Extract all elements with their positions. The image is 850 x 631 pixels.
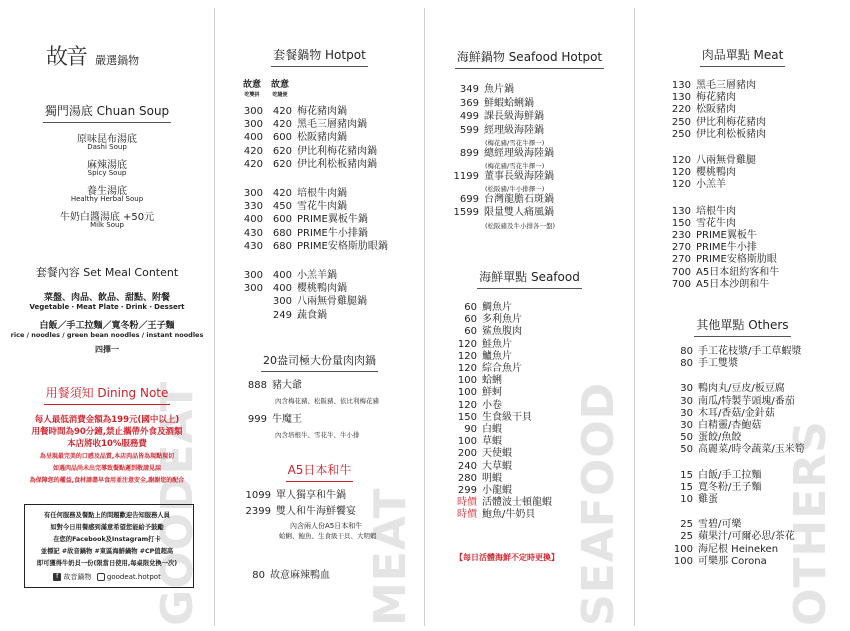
- price: 90: [464, 424, 477, 435]
- promo-line: 並標記 #故音鍋物 #東區海鮮鍋物 #CP值超高: [40, 548, 174, 555]
- big-pot-item: [247, 380, 302, 392]
- price-b: 680: [272, 240, 292, 252]
- item-name: 松阪豬肉: [696, 104, 736, 116]
- other-item: [671, 544, 778, 556]
- meat-item: [669, 230, 757, 242]
- seafood-hotpot-title: 海鮮鍋物 Seafood Hotpot: [425, 48, 634, 69]
- item-name: 鮮蝦蛤蜊鍋: [484, 97, 534, 109]
- meat-item: [669, 279, 769, 291]
- item-name: 鮮蚵: [482, 387, 502, 399]
- hotpot-item: [243, 106, 347, 118]
- set-meal-line: rice / noodles / green bean noodles / instant noodles: [10, 331, 204, 339]
- social-row: [0, 572, 214, 582]
- item-name: 培根牛肉鍋: [297, 188, 347, 199]
- item-name: 牛魔王: [272, 414, 302, 425]
- other-item: [671, 556, 767, 568]
- price: 10: [680, 494, 693, 505]
- meat-item: [669, 179, 726, 191]
- price: 100: [673, 543, 693, 555]
- item-name: 伊比利梅花豬肉: [696, 116, 766, 128]
- price: 100: [457, 387, 477, 399]
- seafood-hotpot-item: [451, 171, 554, 183]
- other-item: [671, 396, 795, 408]
- item-desc: 內含梅花豬、松阪豬、依比利梅花豬: [275, 397, 379, 405]
- hotpot-item: [243, 119, 367, 131]
- other-item: [671, 482, 761, 494]
- price: 499: [459, 111, 479, 122]
- hotpot-item: [243, 310, 327, 322]
- big-pot-item: [247, 414, 302, 426]
- price: 100: [457, 436, 477, 448]
- item-name: 鯊魚腹肉: [482, 326, 522, 338]
- item-name: 綜合魚片: [482, 363, 522, 374]
- set-meal-line: Vegetable・Meat Plate・Drink・Dessert: [29, 303, 185, 311]
- item-name: PRIME牛小排: [696, 242, 757, 254]
- item-name: PRIME翼板牛鍋: [297, 214, 368, 226]
- seafood-item: [455, 339, 512, 351]
- price: 120: [671, 167, 691, 179]
- item-name: 雙人和牛海鮮饗宴: [276, 506, 356, 517]
- other-item: [671, 494, 718, 506]
- seafood-item: [455, 375, 502, 387]
- item-name: 鯛魚片: [482, 302, 512, 313]
- price-a: 330: [243, 201, 263, 213]
- item-name: 高麗菜/時令蔬菜/玉米筍: [698, 444, 805, 456]
- item-name: 培根牛肉: [696, 205, 736, 217]
- other-item: [671, 432, 741, 444]
- item-name: 寬冬粉/王子麵: [698, 481, 762, 493]
- item-name: 單人獨享和牛鍋: [276, 490, 346, 501]
- price-a: 400: [243, 132, 263, 144]
- price-b: 300: [272, 296, 292, 308]
- item-name: 鮭魚片: [482, 338, 512, 350]
- note-line: 每人最低消費金額為199元(國中以上): [34, 415, 180, 425]
- other-item: [671, 346, 801, 358]
- seafood-hotpot-item: [451, 98, 534, 110]
- soup-name: 原味昆布湯底: [77, 134, 137, 145]
- item-name: PRIME安格斯肋眼: [696, 254, 777, 266]
- price-a: 300: [243, 270, 263, 281]
- meat-item: [669, 267, 779, 279]
- seafood-item: [455, 497, 552, 509]
- set-meal-title: 套餐內容 Set Meal Content: [35, 266, 179, 279]
- price: 240: [457, 460, 477, 472]
- price: 25: [680, 531, 693, 543]
- price: 888: [247, 380, 267, 391]
- price: 120: [457, 363, 477, 374]
- item-name: 課長級海鮮鍋: [484, 111, 544, 122]
- price-a: 430: [243, 227, 263, 239]
- item-name: 雪花牛肉: [696, 217, 736, 229]
- hotpot-item: [243, 270, 337, 282]
- price: 30: [680, 420, 693, 431]
- hotpot-item: [243, 146, 377, 158]
- price: 15: [680, 481, 693, 493]
- note-line: 用餐時間為90分鐘,禁止攜帶外食及酒類: [31, 427, 183, 437]
- price-b: 600: [272, 214, 292, 226]
- other-item: [671, 531, 795, 543]
- item-name: 雪花牛肉鍋: [297, 201, 347, 213]
- item-name: 雞蛋: [698, 494, 718, 505]
- item-name: 小龍蝦: [482, 485, 512, 496]
- item-name: 松阪豬肉鍋: [297, 132, 347, 144]
- promo-line: 即可獲得牛奶貝一份(限當日使用,每桌限兌換一次): [36, 560, 178, 567]
- hotpot-item: [243, 283, 347, 295]
- price-a: 300: [243, 106, 263, 117]
- instagram-handle: goodeat.hotpot: [106, 573, 161, 581]
- item-desc: 內含培根牛、雪花牛、牛小排: [275, 431, 360, 439]
- item-name: 蔬食鍋: [297, 309, 327, 321]
- item-name: 鮑魚/牛奶貝: [482, 509, 536, 521]
- price: 700: [671, 266, 691, 278]
- price: 100: [457, 375, 477, 387]
- seafood-item: [455, 326, 522, 338]
- price-a: 400: [243, 214, 263, 226]
- seafood-hotpot-item: [451, 194, 554, 206]
- hotpot-item: [243, 241, 388, 253]
- note-small-line: 如遇肉品尚未出完導致餐點遲到敬請見諒: [52, 465, 161, 472]
- column-soup-info: [0, 0, 214, 631]
- price: 15: [680, 469, 693, 481]
- seafood-hotpot-item: [451, 148, 554, 160]
- other-item: [671, 420, 761, 432]
- seafood-hotpot-item: [451, 111, 544, 123]
- price: 130: [671, 92, 691, 104]
- item-name: 生食級干貝: [482, 411, 532, 423]
- item-name: 大草蝦: [482, 460, 512, 472]
- seafood-item: [455, 351, 512, 363]
- column-meat-others: [635, 0, 850, 631]
- price: 30: [680, 395, 693, 407]
- price: 1099: [245, 490, 271, 501]
- item-desc: (松阪豬/牛小排擇一): [485, 185, 545, 193]
- seafood-item: [455, 509, 535, 521]
- seafood-item: [455, 461, 512, 473]
- meat-item: [669, 218, 736, 230]
- price: 270: [671, 242, 691, 254]
- price: 2399: [245, 506, 271, 517]
- price-b: 400: [272, 283, 292, 295]
- seafood-item: [455, 412, 532, 424]
- price: 899: [459, 147, 479, 159]
- price: 60: [464, 314, 477, 326]
- seafood-hotpot-item: [451, 84, 514, 96]
- set-meal-line: 四擇一: [95, 345, 119, 354]
- item-name: 白飯/手工拉麵: [698, 469, 762, 481]
- other-item: [671, 470, 761, 482]
- item-desc: (梅花豬/雪花牛擇一): [485, 139, 545, 147]
- item-name: 鴨肉丸/豆皮/板豆腐: [698, 383, 785, 395]
- item-name: 天使蝦: [482, 448, 512, 460]
- item-name: 八兩無骨雞腿鍋: [297, 296, 367, 308]
- item-name: 多利魚片: [482, 314, 522, 326]
- wagyu-item: [245, 490, 346, 502]
- item-name: 木耳/香菇/金針菇: [698, 407, 775, 419]
- promo-line: 有任何服務及餐點上的問題歡迎告知服務人員: [44, 512, 170, 519]
- item-name: 明蝦: [482, 472, 502, 484]
- meat-item: [669, 254, 777, 266]
- item-name: 蛋餃/魚餃: [698, 432, 742, 444]
- item-name: 活體波士頓龍蝦: [482, 497, 552, 509]
- soup-english: Spicy Soup: [87, 169, 127, 177]
- price: 349: [459, 84, 479, 95]
- facebook-name: 故音鍋物: [63, 573, 92, 581]
- item-name: 總經理級海陸鍋: [484, 147, 554, 159]
- other-item: [671, 383, 785, 395]
- menu-item: 80 故意麻辣鴨血: [252, 570, 330, 581]
- price: 130: [671, 205, 691, 217]
- price: 369: [459, 97, 479, 109]
- seafood-item: [455, 448, 512, 460]
- price-b: 620: [272, 145, 292, 157]
- hotpot-item: [243, 132, 347, 144]
- soup-english: Milk Soup: [90, 221, 124, 229]
- item-name: 白精靈/杏鮑菇: [698, 420, 762, 431]
- price: 250: [671, 116, 691, 128]
- price: 80: [680, 358, 693, 370]
- brand-logo: [46, 40, 139, 71]
- item-name: 蘋果汁/可爾必思/茶花: [698, 531, 795, 543]
- soup-name: 牛奶白醬湯底 +50元: [59, 212, 155, 223]
- price-b: 620: [272, 158, 292, 170]
- big-pot-title: 20盎司極大份量肉肉鍋: [215, 352, 424, 372]
- item-name: PRIME翼板牛: [696, 230, 757, 241]
- price: 1599: [453, 207, 479, 218]
- set-meal-line: 白飯／手工拉麵／寬冬粉／王子麵: [39, 321, 175, 331]
- wagyu-item: [245, 506, 356, 518]
- price: 299: [457, 485, 477, 496]
- price: 700: [671, 278, 691, 290]
- seafood-note: 【每日活體海鮮不定時更換】: [455, 553, 559, 562]
- price-b: 249: [272, 309, 292, 321]
- hotpot-item: [243, 296, 367, 308]
- item-desc: (松阪豬及牛小排各一盤): [485, 221, 556, 230]
- price: 120: [671, 155, 691, 166]
- promo-line: 在您的Facebook及Instagram打卡: [53, 536, 161, 543]
- item-name: 董事長級海陸鍋: [484, 170, 554, 182]
- item-name: 小卷: [482, 399, 502, 411]
- item-name: 梅花豬肉: [696, 92, 736, 104]
- seafood-single-title: 海鮮單點 Seafood: [425, 268, 634, 289]
- wagyu-title: A5日本和牛: [215, 461, 424, 482]
- logo-mark: 故音: [46, 45, 87, 70]
- item-name: PRIME安格斯肋眼鍋: [297, 240, 388, 252]
- meat-item: [669, 117, 766, 129]
- price-head: 故意 吃隨便: [271, 80, 290, 98]
- item-name: A5日本紐約客和牛: [696, 266, 780, 278]
- price: 120: [457, 399, 477, 411]
- other-item: [671, 358, 738, 370]
- facebook-icon: f: [53, 573, 61, 581]
- dining-note-title: 用餐須知 Dining Note: [0, 384, 214, 405]
- soup-english: Healthy Herbal Soup: [70, 195, 144, 203]
- item-name: 海尼根 Heineken: [698, 543, 779, 555]
- seafood-item: [455, 424, 502, 436]
- soup-english: Dashi Soup: [87, 143, 127, 151]
- other-item: [671, 408, 775, 420]
- column-hotpot: [215, 0, 424, 631]
- hotpot-item: [243, 214, 368, 226]
- seafood-item: [455, 314, 522, 326]
- seafood-hotpot-item: [451, 207, 554, 219]
- item-name: 手工雙漿: [698, 358, 738, 370]
- price: 230: [671, 230, 691, 241]
- meat-item: [669, 92, 736, 104]
- column-seafood: [425, 0, 634, 631]
- price-b: 600: [272, 132, 292, 144]
- item-name: 八兩無骨雞腿: [696, 155, 756, 166]
- seafood-item: [455, 473, 502, 485]
- price: 30: [680, 383, 693, 395]
- item-name: 小羔羊鍋: [297, 270, 337, 281]
- price: 280: [457, 472, 477, 484]
- item-name: 南瓜/特製芋頭塊/番茄: [698, 395, 795, 407]
- item-desc: 蛤蜊、鮑魚、生食級干貝、大明蝦: [279, 532, 377, 540]
- item-name: 可樂那 Corona: [698, 555, 767, 567]
- other-item: [671, 519, 741, 531]
- item-name: 伊比利松板豬肉: [696, 128, 766, 140]
- note-small-line: 為保障您的權益,食材請盡早食用並注意安全,謝謝您的配合: [29, 477, 185, 484]
- item-name: 伊比利松板豬肉鍋: [297, 158, 377, 170]
- item-name: A5日本沙朗和牛: [696, 278, 770, 290]
- item-name: 梅花豬肉鍋: [297, 106, 347, 117]
- price: 270: [671, 254, 691, 266]
- price-a: 420: [243, 145, 263, 157]
- note-small-line: 為呈現最完美的口感及品質,本店肉品皆為現點現切: [39, 453, 175, 460]
- price: 50: [680, 444, 693, 456]
- price-b: 400: [272, 270, 292, 281]
- item-name: 台灣龍膽石斑鍋: [484, 193, 554, 205]
- price: 120: [457, 350, 477, 362]
- watermark: SEAFOOD: [573, 381, 624, 626]
- item-name: 黑毛三層豬肉鍋: [297, 119, 367, 131]
- price: 120: [671, 179, 691, 191]
- price-b: 420: [272, 106, 292, 117]
- price: 130: [671, 80, 691, 91]
- item-name: 白蝦: [482, 424, 502, 435]
- hotpot-item: [243, 159, 377, 171]
- item-name: 魚片鍋: [484, 84, 514, 95]
- price: 699: [459, 193, 479, 205]
- item-name: 雪碧/可樂: [698, 519, 742, 531]
- item-name: 黑毛三層豬肉: [696, 80, 756, 91]
- soup-name: 麻辣湯底: [87, 160, 127, 171]
- item-name: 蛤蜊: [482, 375, 502, 387]
- hotpot-item: [243, 201, 347, 213]
- watermark: GOODEAT: [152, 380, 203, 626]
- price: 時價: [457, 509, 477, 521]
- meat-item: [669, 242, 757, 254]
- price: 50: [680, 432, 693, 444]
- watermark: MEAT: [365, 487, 416, 626]
- item-name: 櫻桃鴨肉鍋: [297, 283, 347, 295]
- price: 200: [457, 448, 477, 460]
- item-name: 鱸魚片: [482, 350, 512, 362]
- price: 120: [457, 338, 477, 350]
- others-title: 其他單點 Others: [635, 316, 850, 337]
- set-meal-line: 菜盤、肉品、飲品、甜點、附餐: [43, 293, 170, 303]
- item-desc: (梅花豬/雪花牛擇一): [485, 162, 545, 170]
- price-a: 300: [243, 283, 263, 295]
- soup-title: 獨門湯底 Chuan Soup: [0, 102, 214, 123]
- item-name: 手工花枝漿/手工草蝦漿: [698, 346, 802, 357]
- price-a: 420: [243, 158, 263, 170]
- promo-line: 如對今日用餐感到滿意希望您能給予鼓勵: [50, 524, 164, 531]
- seafood-item: [455, 436, 502, 448]
- item-name: 櫻桃鴨肉: [696, 167, 736, 179]
- seafood-item: [455, 302, 512, 314]
- price: 80: [680, 346, 693, 357]
- price-a: 300: [243, 188, 263, 199]
- price-b: 680: [272, 227, 292, 239]
- seafood-item: [455, 400, 502, 412]
- meat-item: [669, 104, 736, 116]
- price: 25: [680, 519, 693, 531]
- soup-name: 養生湯底: [87, 186, 127, 197]
- price: 220: [671, 104, 691, 116]
- meat-item: [669, 80, 756, 92]
- hotpot-item: [243, 228, 368, 240]
- price-a: 300: [243, 119, 263, 131]
- price: 100: [673, 555, 693, 567]
- seafood-item: [455, 387, 502, 399]
- item-name: 草蝦: [482, 436, 502, 448]
- price: 時價: [457, 497, 477, 509]
- meat-item: [669, 206, 736, 218]
- meat-item: [669, 129, 766, 141]
- price: 1199: [453, 170, 479, 182]
- price-b: 420: [272, 119, 292, 131]
- instagram-icon: [97, 573, 105, 581]
- meat-item: [669, 155, 756, 167]
- price-b: 450: [272, 201, 292, 213]
- hotpot-title: 套餐鍋物 Hotpot: [215, 46, 424, 67]
- price: 60: [464, 302, 477, 313]
- price: 60: [464, 326, 477, 338]
- price: 999: [247, 414, 267, 425]
- seafood-item: [455, 485, 512, 497]
- item-name: 伊比利梅花豬肉鍋: [297, 145, 377, 157]
- meat-title: 肉品單點 Meat: [635, 46, 850, 67]
- other-item: [671, 444, 805, 456]
- brand-name: 嚴選鍋物: [95, 54, 140, 67]
- price-b: 420: [272, 188, 292, 199]
- note-line: 本店將收10%服務費: [67, 439, 147, 449]
- hotpot-item: [243, 188, 347, 200]
- item-name: 經理級海陸鍋: [484, 124, 544, 136]
- item-name: 限量雙人痛風鍋: [484, 207, 554, 218]
- price: 250: [671, 128, 691, 140]
- watermark: OTHERS: [785, 420, 836, 626]
- seafood-hotpot-item: [451, 125, 544, 137]
- item-name: PRIME牛小排鍋: [297, 227, 368, 239]
- price: 150: [457, 411, 477, 423]
- item-name: 小羔羊: [696, 179, 726, 191]
- item-desc: 內含兩人份A5日本和牛: [290, 522, 363, 530]
- seafood-item: [455, 363, 522, 375]
- price-head: 故意 吃雙拼: [243, 80, 262, 98]
- price: 150: [671, 217, 691, 229]
- item-name: 豬大爺: [272, 380, 302, 391]
- price: 599: [459, 124, 479, 136]
- meat-item: [669, 167, 736, 179]
- price: 30: [680, 407, 693, 419]
- price-a: 430: [243, 240, 263, 252]
